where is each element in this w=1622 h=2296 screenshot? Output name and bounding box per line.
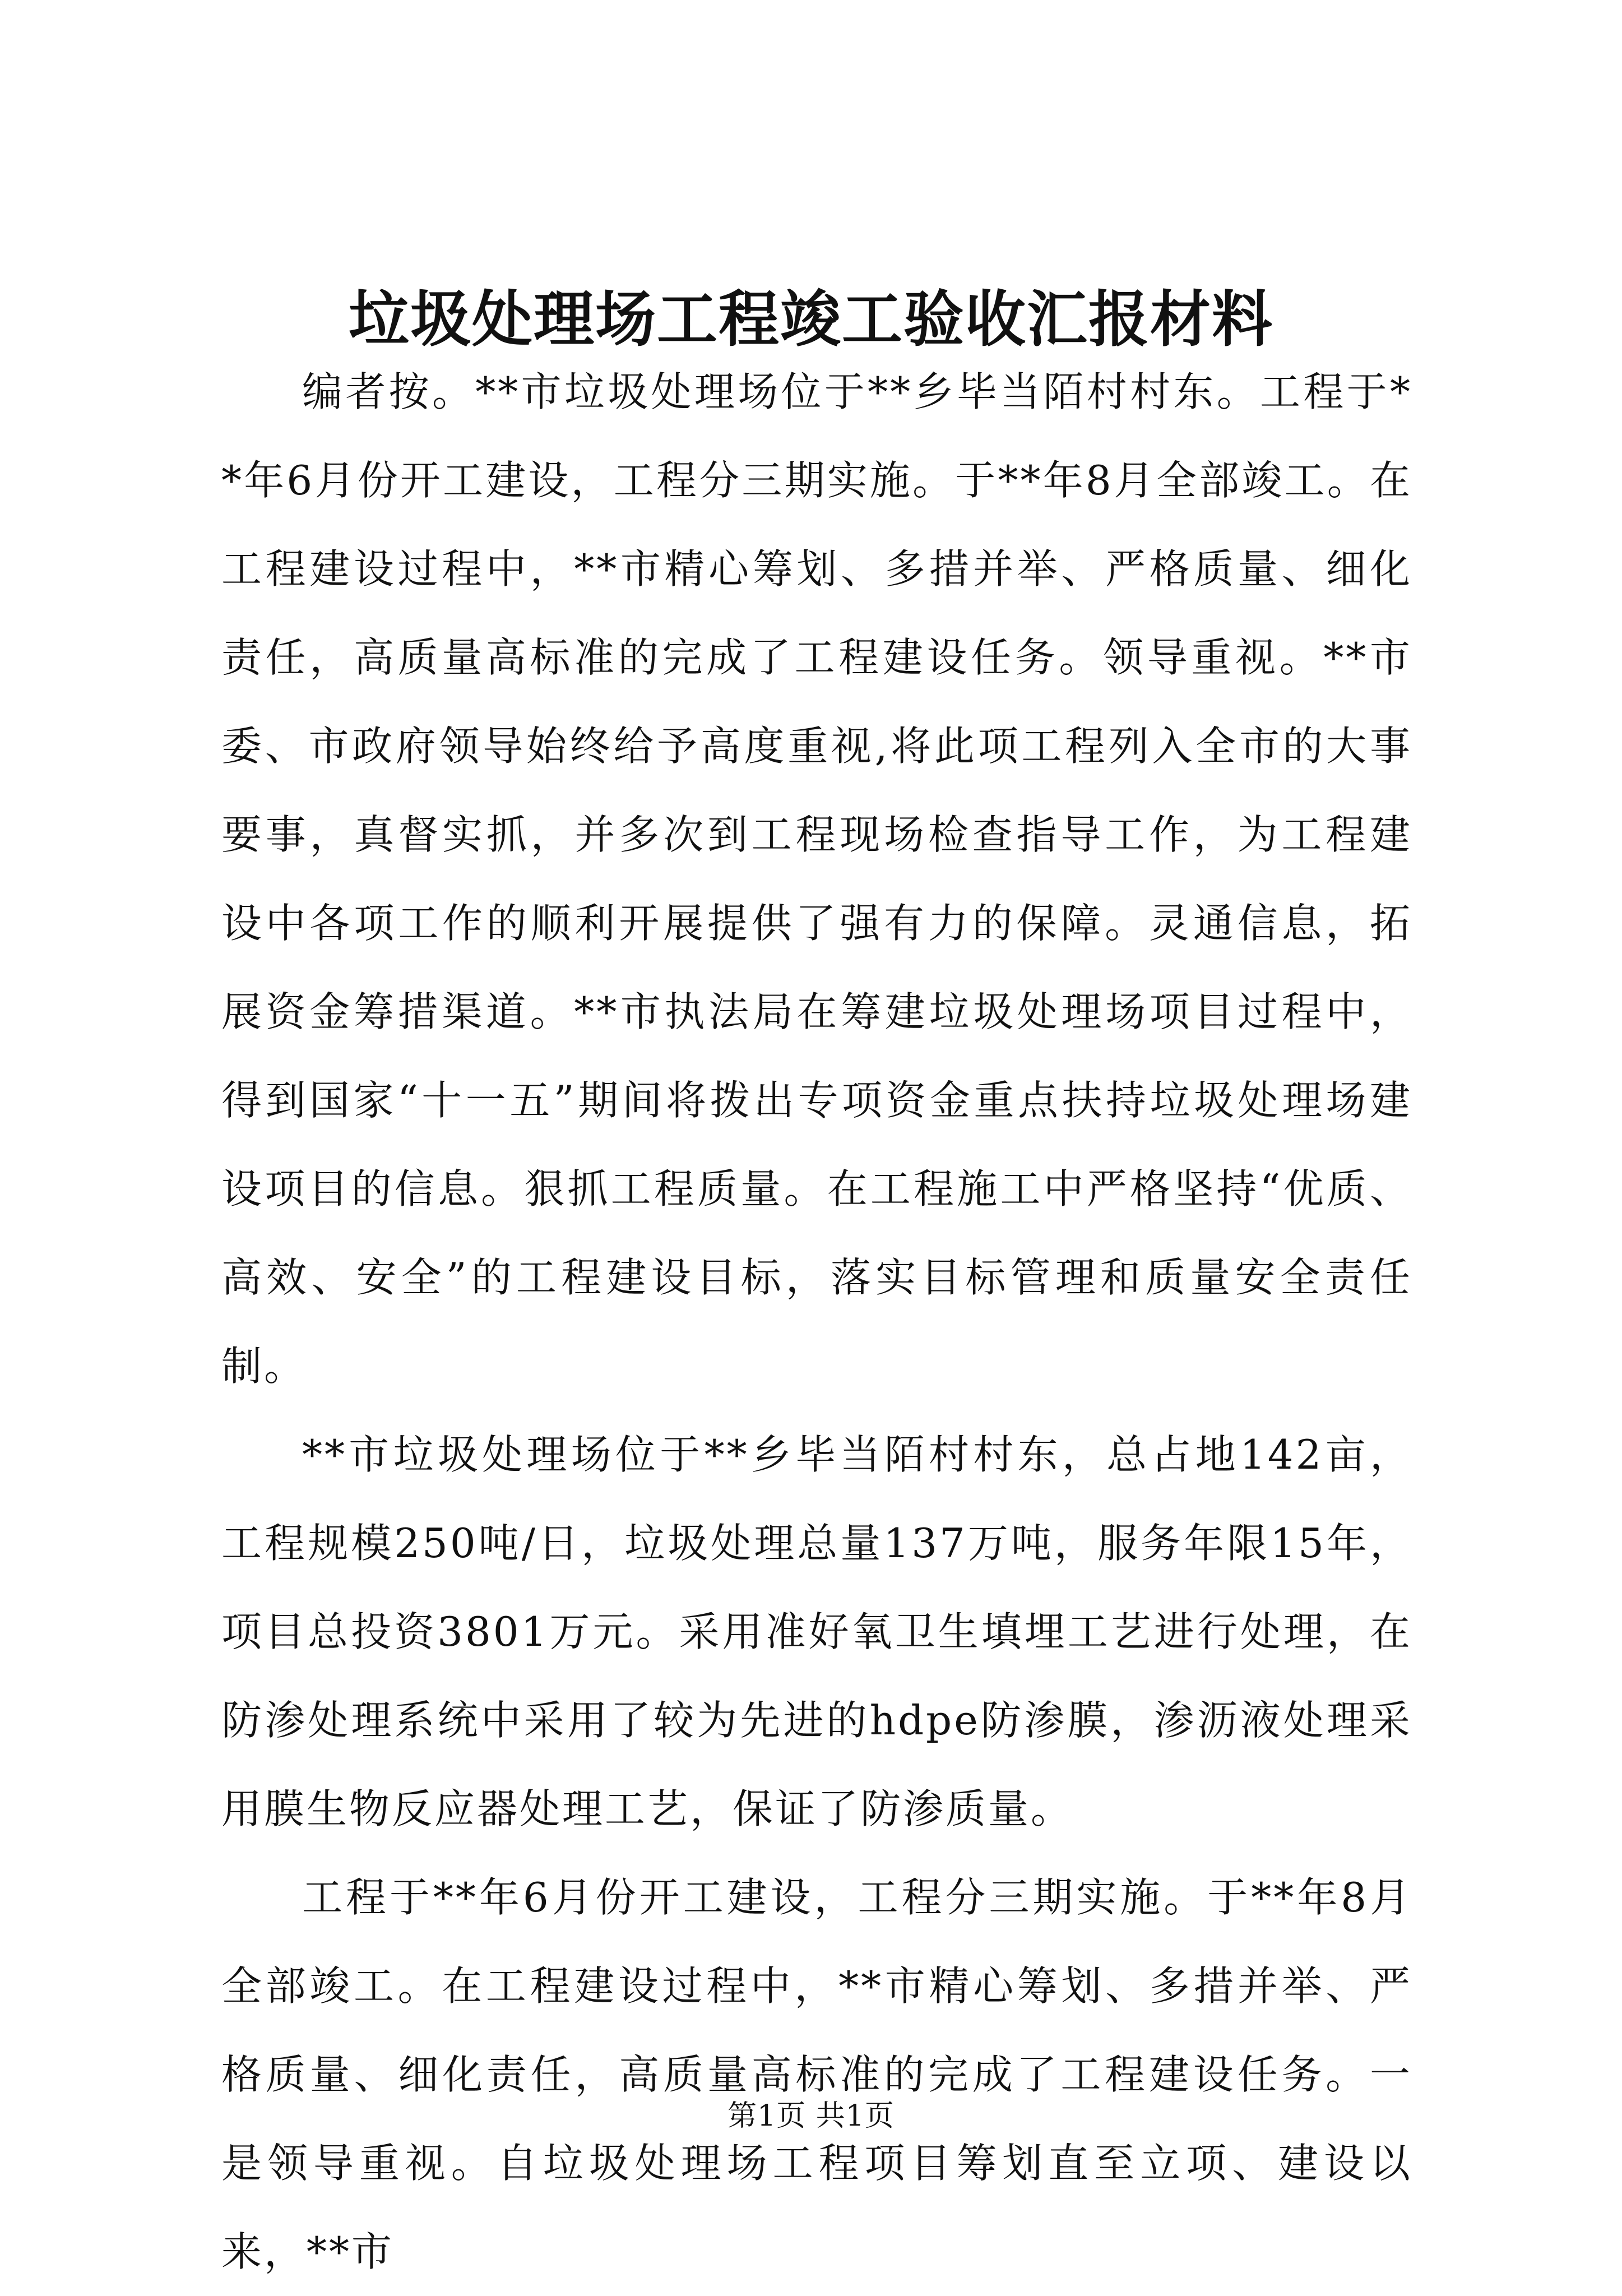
paragraph-construction-process: 工程于**年6月份开工建设，工程分三期实施。于**年8月全部竣工。在工程建设过程中，**市精心筹划、多措并举、严格质量、细化责任，高质量高标准的完成了工程建设任务。一是领导重视。自垃圾处理场工程项目筹划直至立项、建设以来，**市: [221, 1874, 1412, 2275]
document-body: [221, 348, 1412, 2296]
paragraph-project-overview: **市垃圾处理场位于**乡毕当陌村村东，总占地142亩，工程规模250吨/日，垃圾处理总量137万吨，服务年限15年，项目总投资3801万元。采用准好氧卫生填埋工艺进行处理，在防渗处理系统中采用了较为先进的hdpe防渗膜，渗沥液处理采用膜生物反应器处理工艺，保证了防渗质量。: [221, 1431, 1412, 1832]
document-title: 垃圾处理场工程竣工验收汇报材料: [348, 284, 1273, 355]
paragraph-editor-note: 编者按。**市垃圾处理场位于**乡毕当陌村村东。工程于**年6月份开工建设，工程分三期实施。于**年8月全部竣工。在工程建设过程中，**市精心筹划、多措并举、严格质量、细化责任，高质量高标准的完成了工程建设任务。领导重视。**市委、市政府领导始终给予高度重视,将此项工程列入全市的大事要事，真督实抓，并多次到工程现场检查指导工作，为工程建设中各项工作的顺利开展提供了强有力的保障。灵通信息，拓展资金筹措渠道。**市执法局在筹建垃圾处理场项目过程中，得到国家“十一五”期间将拨出专项资金重点扶持垃圾处理场建设项目的信息。狠抓工程质量。在工程施工中严格坚持“优质、高效、安全”的工程建设目标，落实目标管理和质量安全责任制。: [221, 368, 1412, 1390]
page-footer: 第1页 共1页: [727, 2099, 895, 2133]
